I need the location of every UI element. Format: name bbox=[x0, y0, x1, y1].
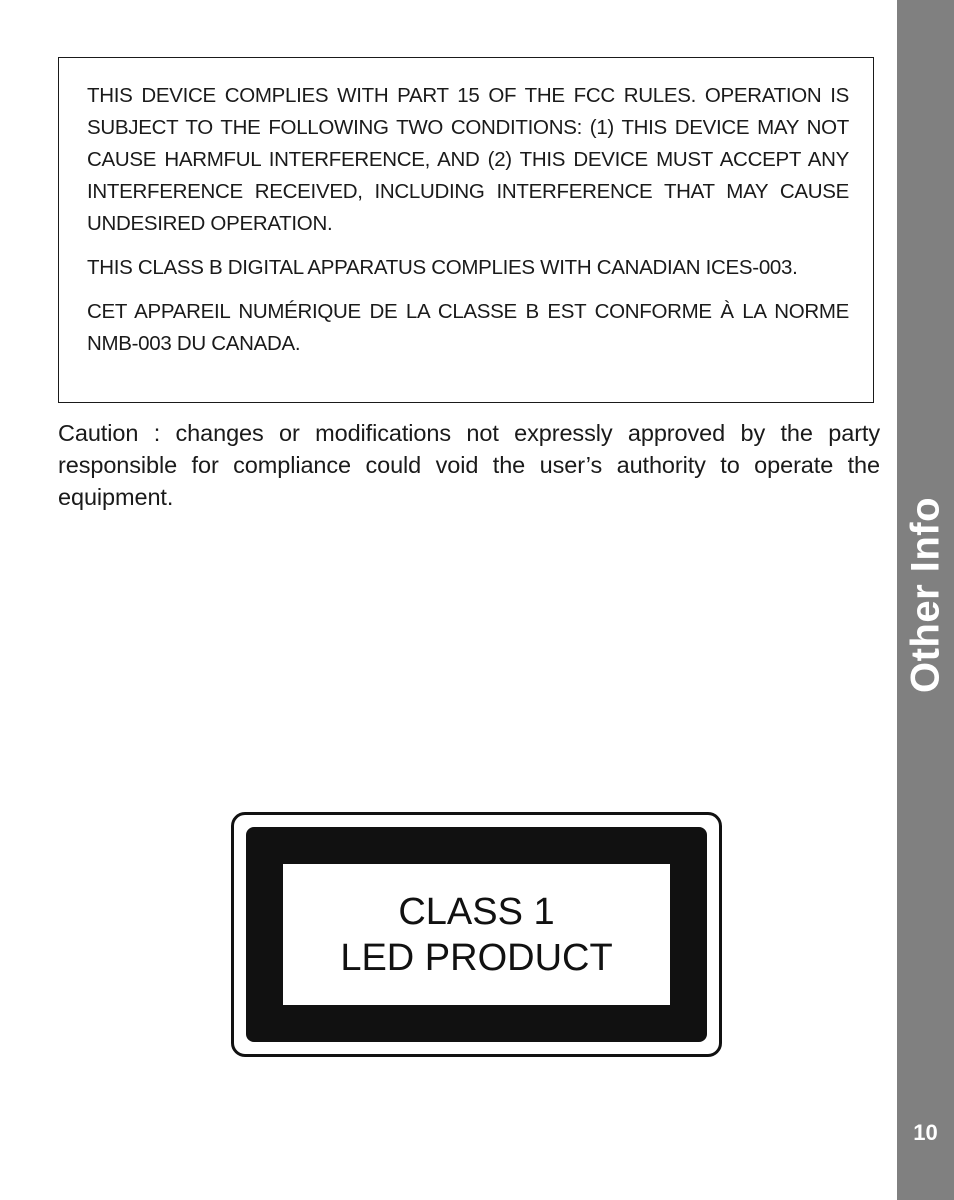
fcc-paragraph-nmb-003: CET APPAREIL NUMÉRIQUE DE LA CLASSE B EST CONFORME À LA NORME NMB-003 DU CANADA. bbox=[87, 300, 849, 355]
fcc-compliance-notice bbox=[58, 57, 874, 403]
fcc-paragraph-part-15: THIS DEVICE COMPLIES WITH PART 15 OF THE FCC RULES. OPERATION IS SUBJECT TO THE FOLLOWING TWO CONDITIONS: (1) THIS DEVICE MAY NOT CAUSE HARMFUL INTERFERENCE, AND (2) THIS DEVICE MUST ACCEPT ANY INTERFERENCE RECEIVED, INCLUDING INTERFERENCE THAT MAY CAUSE UNDESIRED OPERATION. bbox=[87, 84, 849, 235]
class-1-led-product-label bbox=[231, 812, 722, 1057]
label-white-panel bbox=[283, 864, 670, 1005]
label-black-frame bbox=[246, 827, 707, 1042]
fcc-paragraph-ices-003: THIS CLASS B DIGITAL APPARATUS COMPLIES WITH CANADIAN ICES-003. bbox=[87, 256, 798, 279]
page-number: 10 bbox=[913, 1120, 938, 1145]
section-title: Other Info bbox=[903, 496, 948, 694]
caution-text: Caution : changes or modifications not expressly approved by the party responsible for compliance could void the user’s authority to operate the equipment. bbox=[58, 420, 880, 510]
label-line-product: LED PRODUCT bbox=[340, 936, 613, 979]
label-line-class: CLASS 1 bbox=[398, 890, 555, 933]
